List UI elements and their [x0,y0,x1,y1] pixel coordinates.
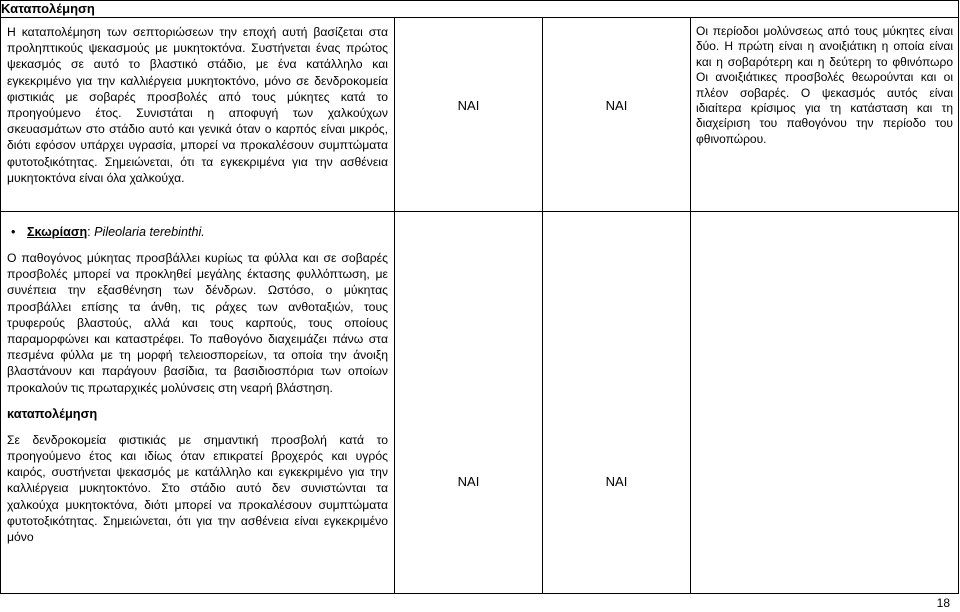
yes-label: ΝΑΙ [605,474,628,489]
yes-cell-a [395,18,543,212]
yes-label: ΝΑΙ [605,98,628,113]
description-cell [1,212,395,594]
section-header-row [1,1,959,18]
yes-cell-b [543,212,691,594]
yes-label: ΝΑΙ [457,474,480,489]
notes-paragraph [691,212,958,218]
disease-heading [1,212,394,240]
control-heading: καταπολέμηση [7,405,98,421]
colon: : [87,225,95,239]
pathogen-name: Pileolaria terebinthi. [94,225,205,239]
notes-cell [691,18,959,212]
control-paragraph: Σε δενδροκομεία φιστικιάς με σημαντική προσβολή κατά το προηγούμενο έτος και ιδίως όταν επικρατεί βροχερός και υγρός καιρός, συστήνεται ψεκασμός με κατάλληλο και εγκεκριμένο για την καλλιέργεια μυκητοκτόνο. Στο στάδιο αυτό δεν συνιστώνται τα χαλκούχα μυκητοκτόνα, διότι μπορεί να προκαλέσουν συμπτώματα φυτοτοξικότητας. Σημειώνεται, ότι για την ασθένεια είναι εγκεκριμένο μόνο [7,432,388,545]
control-paragraph: Η καταπολέμηση των σεπτοριώσεων την εποχή αυτή βασίζεται στα προληπτικούς ψεκασμούς με μυκητοκτόνα. Συστήνεται ένας πρώτος ψεκασμός σε αυτό το βλαστικό στάδιο, με ένα κατάλληλο και εγκεκριμένο για την καλλιέργεια μυκητοκτόνο, μόνο σε δενδροκομεία φιστικιάς με σοβαρές προσβολές από τους μύκητες κατά το προηγούμενο έτος. Συνιστάται η αποφυγή των χαλκούχων σκευασμάτων στο στάδιο αυτό και γενικά όταν ο καρπός είναι μικρός, διότι εφόσον υπάρχει υγρασία, μπορεί να προκαλέσουν συμπτώματα φυτοτοξικότητας. Σημειώνεται, ότι τα εγκεκριμένα για την ασθένεια μυκητοκτόνα είναι όλα χαλκούχα. [7,25,388,185]
notes-cell [691,212,959,594]
description-cell [1,18,395,212]
section-title: Καταπολέμηση [1,1,959,18]
bullet-icon: • [11,225,16,239]
yes-cell-b [543,18,691,212]
disease-description: Ο παθογόνος μύκητας προσβάλλει κυρίως τα φύλλα και σε σοβαρές προσβολές μπορεί να προκληθεί μεγάλης έκτασης φυλλόπτωση, με συνέπεια την εξασθένηση των δένδρων. Ωστόσο, ο μύκητας προσβάλλει επίσης τα άνθη, τις ράχες των ανθοταξιών, τους τρυφερούς βλαστούς, αλλά και τους καρπούς, τους οποίους παραμορφώνει και καταστρέφει. Το παθογόνο διαχειμάζει πάνω στα πεσμένα φύλλα με τη μορφή τελειοσπορείων, τα οποία την άνοιξη βλαστάνουν και παράγουν βασίδια, τα βασιδιοσπόρια των οποίων προκαλούν τις πρωταρχικές μολύνσεις στη νεαρή βλάστηση. [7,251,388,395]
notes-paragraph: Οι περίοδοι μολύνσεως από τους μύκητες είναι δύο. Η πρώτη είναι η ανοιξιάτικη η οποία είναι και η σοβαρότερη και η δεύτερη το φθινόπωρο Οι ανοιξιάτικες προσβολές θεωρούνται και οι πλέον σοβαρές. Ο ψεκασμός αυτός είναι ιδιαίτερα κρίσιμος για τη κατάσταση και τη διαχείριση του παθογόνου την περίοδο του φθινοπώρου. [696,24,953,146]
disease-name: Σκωρίαση [27,225,88,239]
table-row [1,18,959,212]
yes-cell-a [395,212,543,594]
page-number: 18 [936,596,950,610]
yes-label: ΝΑΙ [457,98,480,113]
table-row [1,212,959,594]
